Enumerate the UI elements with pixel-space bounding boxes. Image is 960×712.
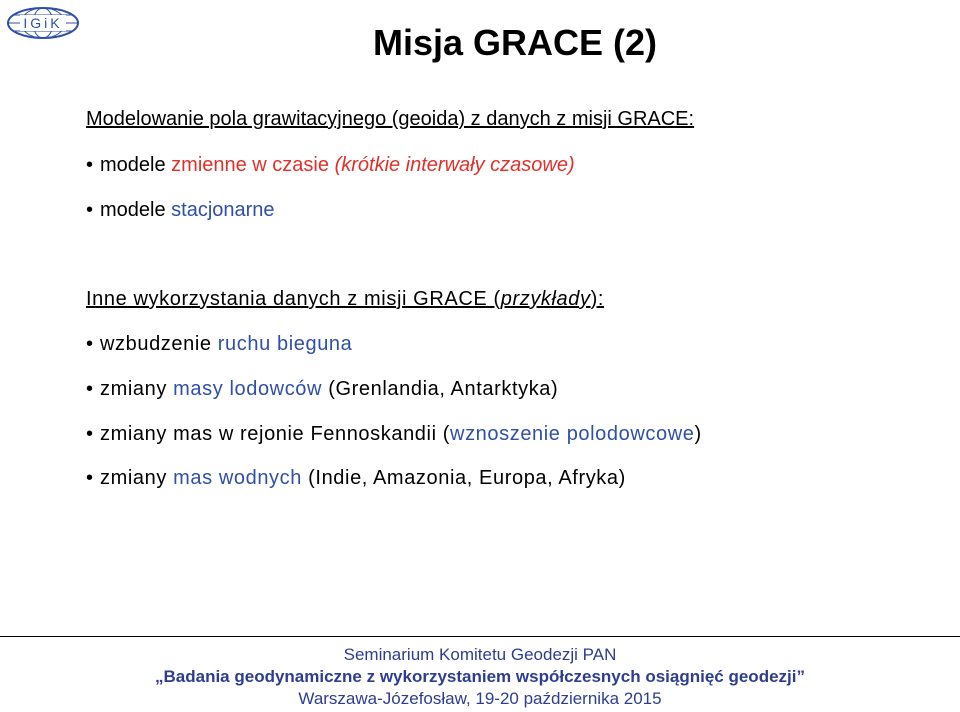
section2-item-1: • wzbudzenie ruchu bieguna [86, 333, 353, 355]
footer-place-date: Warszawa-Józefosław, 19-20 października 2015 [298, 689, 662, 708]
section1-item-2: • modele stacjonarne [86, 199, 275, 221]
section2-item-3: • zmiany mas w rejonie Fennoskandii (wznoszenie polodowcowe) [86, 423, 702, 445]
section2-heading: Inne wykorzystania danych z misji GRACE (przykłady): [86, 288, 605, 310]
section2-item-4: • zmiany mas wodnych (Indie, Amazonia, Europa, Afryka) [86, 467, 626, 489]
footer-divider [0, 636, 960, 637]
bullet-icon: • [86, 378, 94, 400]
bullet-icon: • [86, 423, 94, 445]
section1-heading: Modelowanie pola grawitacyjnego (geoida) z danych z misji GRACE: [86, 108, 695, 130]
footer-seminar: Seminarium Komitetu Geodezji PAN [343, 645, 617, 664]
logo-text: IGiK [23, 15, 63, 31]
bullet-icon: • [86, 199, 94, 221]
bullet-icon: • [86, 154, 94, 176]
section2-item-2: • zmiany masy lodowców (Grenlandia, Antarktyka) [86, 378, 559, 400]
bullet-icon: • [86, 333, 94, 355]
slide-title: Misja GRACE (2) [372, 22, 658, 63]
section1-item-1: • modele zmienne w czasie (krótkie interwały czasowe) [86, 154, 575, 176]
footer-topic: „Badania geodynamiczne z wykorzystaniem współczesnych osiągnięć geodezji” [155, 667, 805, 686]
bullet-icon: • [86, 467, 94, 489]
